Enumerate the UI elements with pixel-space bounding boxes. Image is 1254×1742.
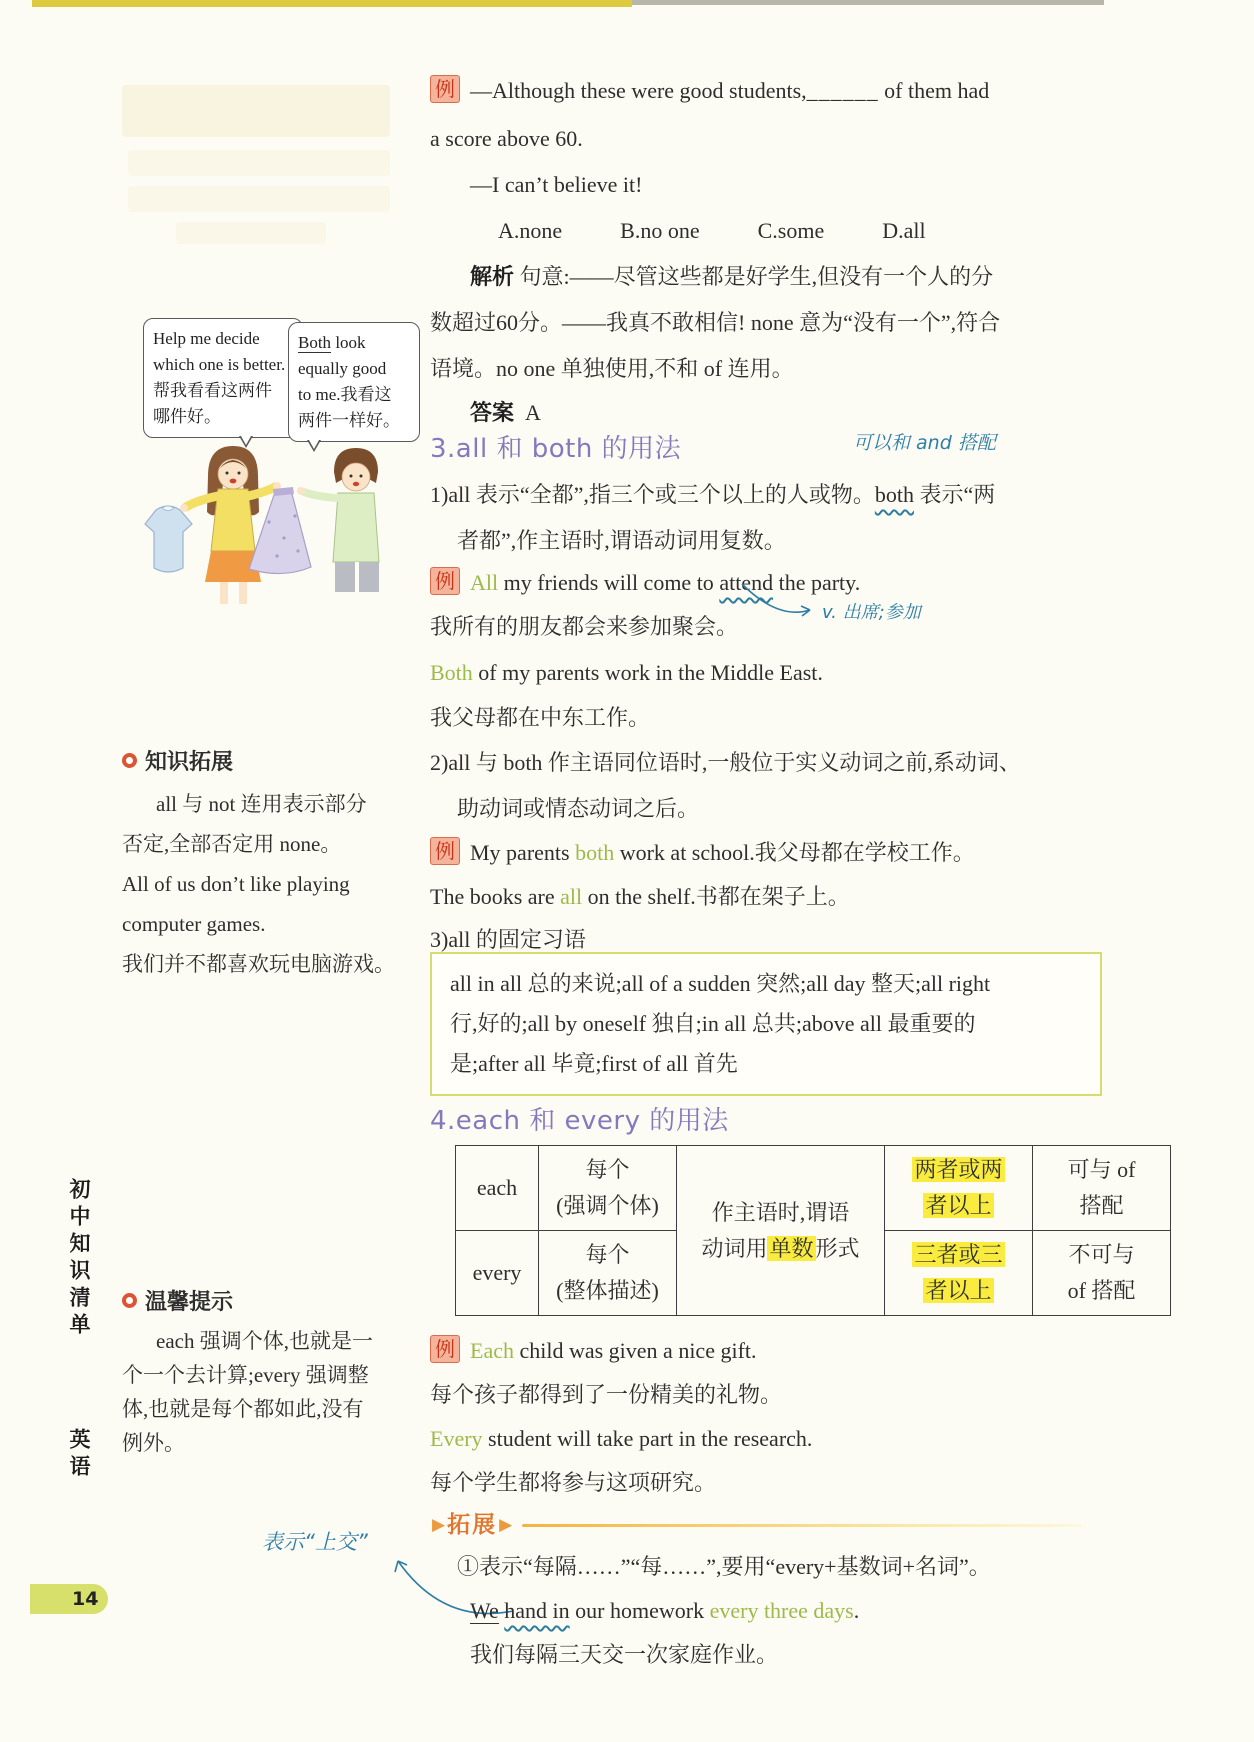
example-icon: 例 [430,837,460,865]
cell-of: 不可与 of 搭配 [1033,1231,1171,1316]
example-question-line: a score above 60. [430,126,583,151]
option-b: B.no one [620,218,700,243]
answer-line [430,396,1170,431]
table-row-each [456,1146,1171,1231]
cell-meaning: 每个 (强调个体) [539,1146,677,1231]
expand-arrow-icon: ▶ [499,1515,513,1535]
cell-scope: 三者或三 者以上 [885,1231,1033,1316]
tips-box [122,1285,422,1460]
sweater-graphic [145,506,192,572]
page-top-strip-yellow [32,0,632,7]
idiom-line: 行,好的;all by oneself 独自;in all 总共;above all 最重要的 [450,1011,976,1036]
rule-line: 3)all 的固定习语 [430,927,586,952]
man-figure [297,448,379,592]
cell-word: each [456,1146,539,1231]
example-sentence: 例 My parents both work at school.我父母都在学校工作。 [430,836,1130,870]
speech-bubble-left [143,318,303,438]
idiom-line: all in all 总的来说;all of a sudden 突然;all day 整天;all right [450,971,991,996]
rule-line: 1)all 表示“全都”,指三个或三个以上的人或物。both 表示“两 [430,482,996,507]
handwritten-note-and: 可以和 and 搭配 [853,432,996,454]
bullet-icon [122,1293,137,1308]
expand-marker [430,1508,1130,1542]
bleedthrough-block [128,186,390,212]
translation-line: 我所有的朋友都会来参加聚会。 [430,614,739,639]
analysis-line: 数超过60分。——我真不敢相信! none 意为“没有一个”,符合 [430,310,1001,335]
rule-line: 助动词或情态动词之后。 [457,796,700,821]
cell-predicate: 作主语时,谓语 动词用单数形式 [677,1146,885,1316]
example-sentence: 例 Each child was given a nice gift. [430,1334,1130,1368]
answer-blank: ______ [806,78,879,103]
spine-series-title: 初中知识清单 [67,1178,91,1340]
handwritten-note-attend: v. 出席;参加 [822,602,921,623]
bleedthrough-block [176,222,326,244]
bubble-line: Both look [298,333,366,352]
cell-scope: 两者或两 者以上 [885,1146,1033,1231]
example-icon: 例 [430,75,460,103]
speech-bubble-right [288,322,420,442]
option-c: C.some [757,218,825,243]
we-underlined: We [470,1598,499,1623]
translation-line: 每个孩子都得到了一份精美的礼物。 [430,1382,783,1407]
tips-line: each 强调个体,也就是一 [156,1329,373,1353]
rule-line: 2)all 与 both 作主语同位语时,一般位于实义动词之前,系动词、 [430,750,1021,775]
option-a: A.none [498,218,563,243]
knowledge-line: 我们并不都喜欢玩电脑游戏。 [122,952,395,976]
knowledge-line: computer games. [122,912,266,936]
tips-line: 体,也就是每个都如此,没有 [122,1397,364,1421]
expand-rule-text: ①表示“每隔……”“每……”,要用“every+基数词+名词”。 [457,1554,991,1579]
example-sentence: Both of my parents work in the Middle East. [430,660,823,685]
bubble-line: Help me decide [153,329,260,348]
translation-line: 我们每隔三天交一次家庭作业。 [470,1642,779,1667]
handwritten-note-hand-in: 表示“上交” [262,1530,368,1554]
bubble-line: to me.我看这 [298,385,392,404]
both-underlined: Both [298,333,332,352]
bubble-line: which one is better. [153,355,286,374]
analysis-label: 解析 [470,265,515,290]
bubble-line: 哪件好。 [153,407,221,426]
expand-label: 拓展 [447,1512,498,1538]
section3-heading: 3.all 和 both 的用法 [430,434,682,464]
attend-wavy: attend [719,570,774,595]
tips-line: 个一个去计算;every 强调整 [122,1363,369,1387]
translation-line: 每个学生都将参与这项研究。 [430,1470,717,1495]
bleedthrough-block [128,150,390,176]
spine-subject: 英语 [67,1428,91,1482]
example-sentence: We hand in our homework every three days. [470,1598,860,1623]
highlight-singular: 单数 [769,1235,814,1261]
bullet-icon [122,753,137,768]
bubble-line: equally good [298,359,387,378]
example-icon: 例 [430,1335,460,1363]
bubble-line: 两件一样好。 [298,411,400,430]
translation-line: 我父母都在中东工作。 [430,705,651,730]
bubble-line: 帮我看看这两件 [153,381,272,400]
cell-meaning: 每个 (整体描述) [539,1231,677,1316]
example-icon: 例 [430,567,460,595]
idiom-line: 是;after all 毕竟;first of all 首先 [450,1051,738,1076]
page-top-strip-gray [632,0,1104,5]
answer-value: A [525,400,541,425]
cell-word: every [456,1231,539,1316]
knowledge-expansion-box [122,745,422,984]
analysis-line: 解析 句意:——尽管这些都是好学生,但没有一个人的分 [470,264,994,290]
analysis-line: 语境。no one 单独使用,不和 of 连用。 [430,356,794,381]
bleedthrough-block [122,85,390,137]
annotation-arrow-icon [738,580,823,622]
tips-line: 例外。 [122,1431,185,1455]
answer-label: 答案 [470,401,515,426]
each-every-table [455,1145,1171,1316]
tips-title: 温馨提示 [122,1285,422,1316]
idiom-box [430,952,1102,1096]
hand-in-wavy: hand in [504,1598,570,1623]
example-sentence: The books are all on the shelf.书都在架子上。 [430,884,850,909]
example-question-line: 例 —Although these were good students,______ of them had [430,74,1130,108]
page-number-badge: 14 [30,1584,108,1614]
knowledge-expansion-title: 知识拓展 [122,745,422,776]
option-d: D.all [882,218,926,243]
expand-rule-line [522,1524,1082,1527]
knowledge-line: 否定,全部否定用 none。 [122,832,342,856]
example-sentence: Every student will take part in the research. [430,1426,813,1451]
cell-of: 可与 of 搭配 [1033,1146,1171,1231]
illustration-shoppers [138,430,403,620]
section4-heading: 4.each 和 every 的用法 [430,1106,729,1136]
rule-line: 者都”,作主语时,谓语动词用复数。 [457,528,786,553]
options-row [430,214,1198,248]
knowledge-line: all 与 not 连用表示部分 [156,792,367,816]
expand-arrow-icon: ▶ [432,1515,446,1535]
example-sentence: 例 All my friends will come to attend the party. [430,566,1130,600]
both-wavy: both [874,482,914,507]
example-question-line: —I can’t believe it! [470,172,643,197]
knowledge-line: All of us don’t like playing [122,872,350,896]
